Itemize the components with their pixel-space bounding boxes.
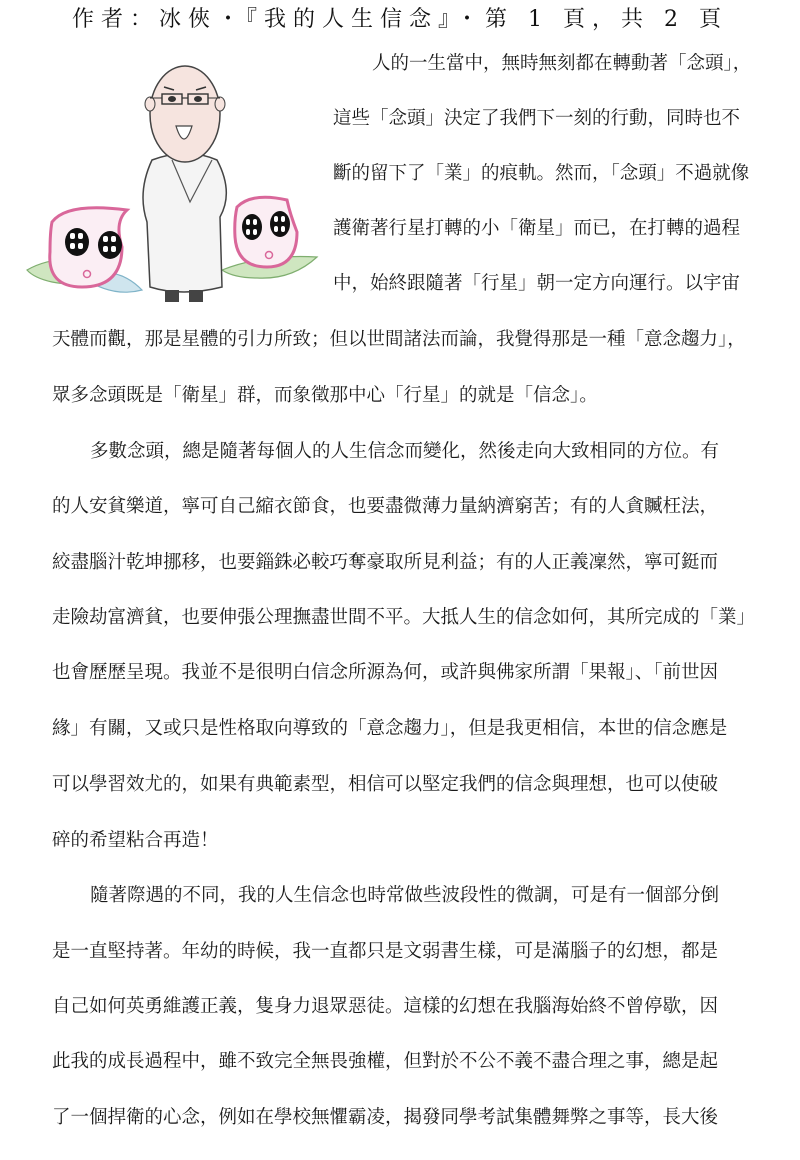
- paragraph-start-line: 多數念頭，總是隨著每個人的人生信念而變化，然後走向大致相同的方位。有: [90, 441, 720, 462]
- body-line: 是一直堅持著。年幼的時候，我一直都只是文弱書生樣，可是滿腦子的幻想，都是: [52, 941, 719, 962]
- monk-illustration: [22, 42, 332, 312]
- body-line: 此我的成長過程中，雖不致完全無畏強權，但對於不公不義不盡合理之事，總是起: [52, 1051, 719, 1072]
- right-creature-icon: [235, 197, 297, 267]
- body-line: 護衛著行星打轉的小「衛星」而已，在打轉的過程: [333, 218, 741, 239]
- body-line: 中，始終跟隨著「行星」朝一定方向運行。以宇宙: [333, 273, 741, 294]
- monk-figure-icon: [143, 66, 226, 302]
- body-line: 走險劫富濟貧，也要伸張公理撫盡世間不平。大抵人生的信念如何，其所完成的「業」: [52, 607, 756, 628]
- left-creature-icon: [50, 208, 127, 287]
- paragraph-start-line: 隨著際遇的不同，我的人生信念也時常做些波段性的微調，可是有一個部分倒: [90, 885, 720, 906]
- body-line: 也會歷歷呈現。我並不是很明白信念所源為何，或許與佛家所謂「果報」、「前世因: [52, 662, 719, 683]
- body-line: 碎的希望粘合再造！: [52, 830, 219, 851]
- body-line: 這些「念頭」決定了我們下一刻的行動，同時也不: [333, 108, 741, 129]
- body-line: 絞盡腦汁乾坤挪移，也要錙銖必較巧奪豪取所見利益；有的人正義凜然，寧可鋌而: [52, 552, 719, 573]
- page-header: 作者：冰俠・『我的人生信念』・第 1 頁，共 2 頁: [72, 7, 728, 32]
- body-line: 人的一生當中，無時無刻都在轉動著「念頭」，: [372, 53, 752, 74]
- body-line: 了一個捍衛的心念，例如在學校無懼霸凌，揭發同學考試集體舞弊之事等，長大後: [52, 1107, 719, 1128]
- body-line: 緣」有關，又或只是性格取向導致的「意念趨力」，但是我更相信，本世的信念應是: [52, 718, 728, 739]
- body-line: 的人安貧樂道，寧可自己縮衣節食，也要盡微薄力量納濟窮苦；有的人貪贓枉法，: [52, 496, 719, 517]
- body-line: 天體而觀，那是星體的引力所致；但以世間諸法而論，我覺得那是一種「意念趨力」，: [52, 329, 746, 350]
- body-line: 可以學習效尤的，如果有典範素型，相信可以堅定我們的信念與理想，也可以使破: [52, 774, 719, 795]
- body-line: 眾多念頭既是「衛星」群，而象徵那中心「行星」的就是「信念」。: [52, 385, 598, 406]
- body-line: 自己如何英勇維護正義，隻身力退眾惡徒。這樣的幻想在我腦海始終不曾停歇，因: [52, 996, 719, 1017]
- body-line: 斷的留下了「業」的痕軌。然而，「念頭」不過就像: [333, 163, 750, 184]
